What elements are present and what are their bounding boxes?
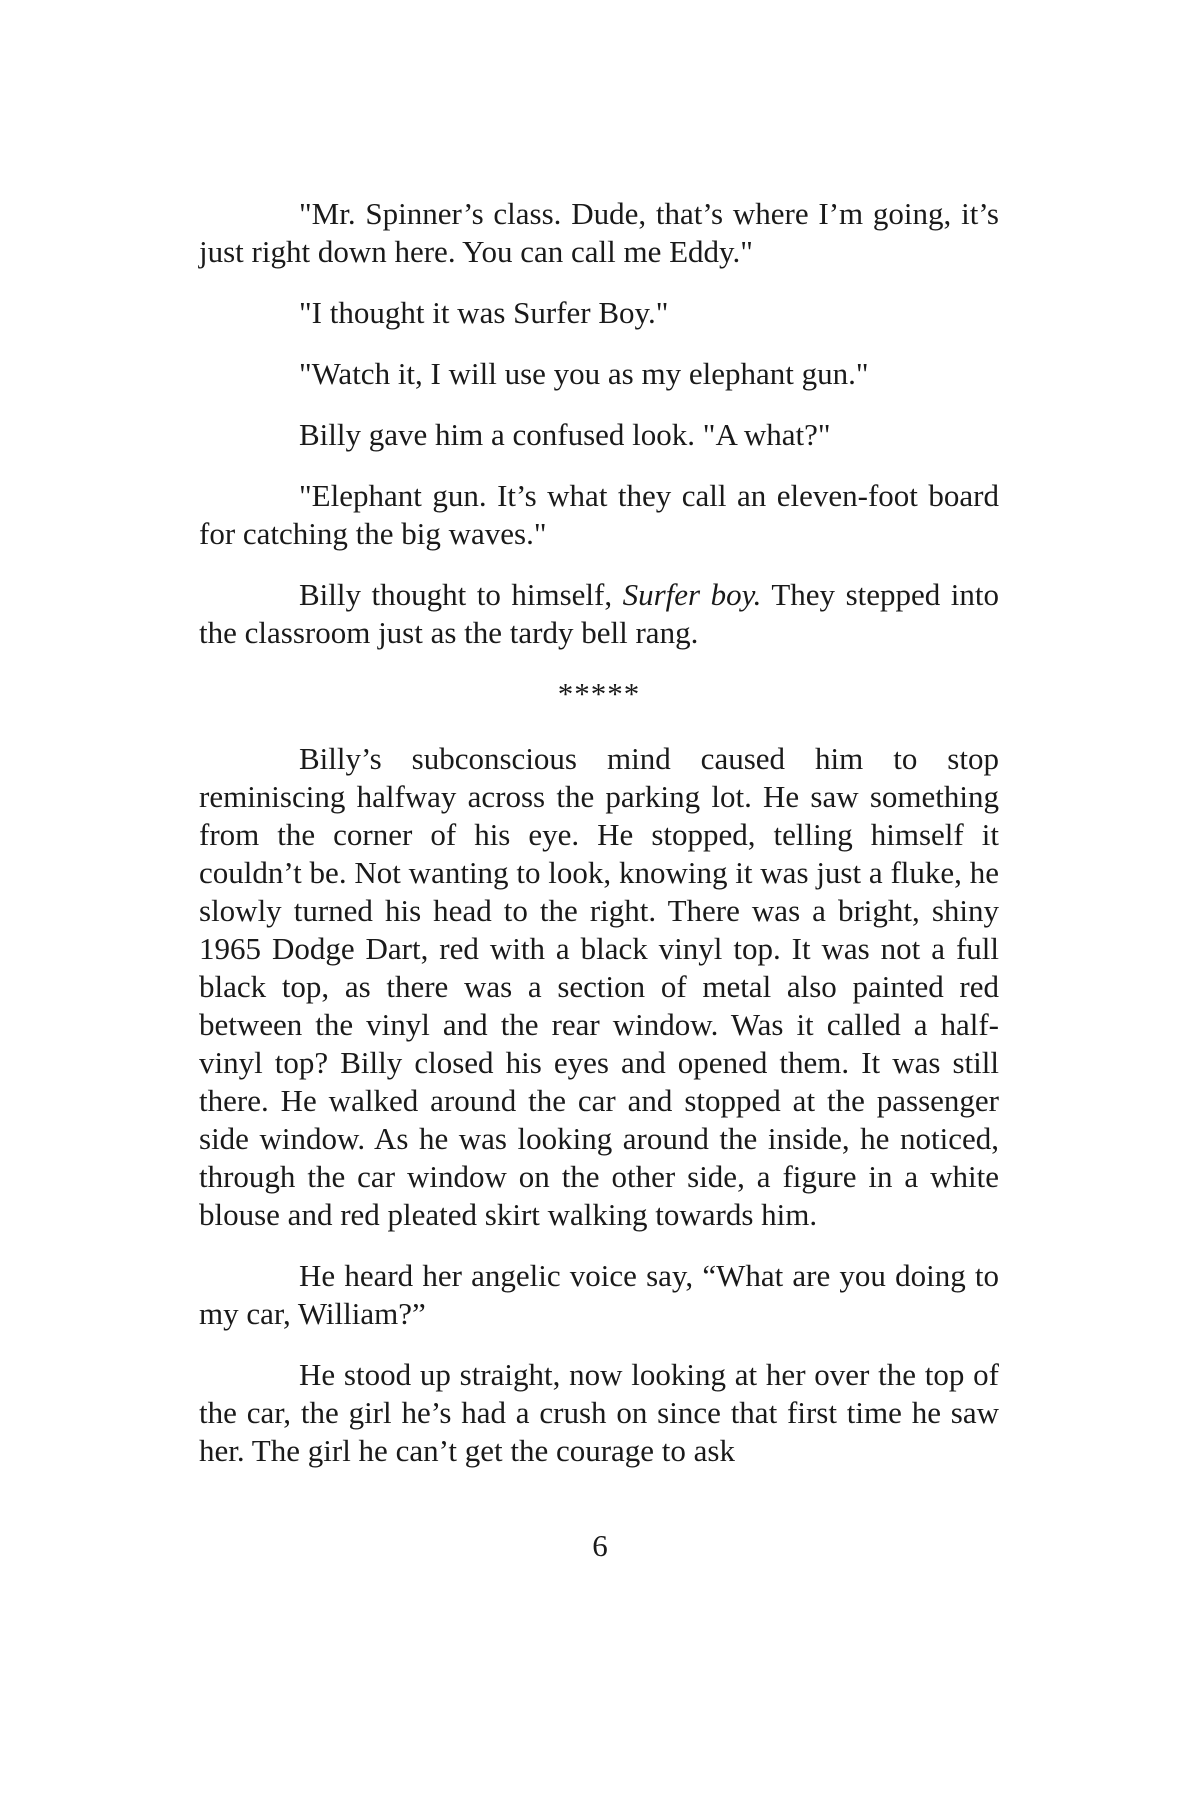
paragraph: Billy’s subconscious mind caused him to stop reminiscing halfway across the parking lot. He saw something from the corner of his eye. He stopped, telling himself it couldn’t be. Not wanting to look, knowing it was just a fluke, he slowly turned his head to the right. There was a bright, shiny 1965 Dodge Dart, red with a black vinyl top. It was not a full black top, as there was a section of metal also painted red between the vinyl and the rear window. Was it called a half-vinyl top? Billy closed his eyes and opened them. It was still there. He walked around the car and stopped at the passenger side window. As he was looking around the inside, he noticed, through the car window on the other side, a figure in a white blouse and red pleated skirt walking towards him. <box>199 741 999 1232</box>
page-number: 6 <box>592 1528 608 1563</box>
paragraph: He stood up straight, now looking at her over the top of the car, the girl he’s had a crush on since that first time he saw her. The girl he can’t get the courage to ask <box>199 1357 999 1468</box>
italic-thought: Surfer boy. <box>622 577 762 612</box>
paragraph-text: Billy thought to himself, <box>299 577 623 612</box>
paragraph: Billy gave him a confused look. "A what?" <box>299 417 831 452</box>
paragraph: "Elephant gun. It’s what they call an eleven-foot board for catching the big waves." <box>199 478 999 551</box>
paragraph: "I thought it was Surfer Boy." <box>299 295 669 330</box>
paragraph: "Watch it, I will use you as my elephant gun." <box>299 356 869 391</box>
paragraph: He heard her angelic voice say, “What are you doing to my car, William?” <box>199 1258 999 1331</box>
paragraph: "Mr. Spinner’s class. Dude, that’s where I’m going, it’s just right down here. You can call me Eddy." <box>199 196 999 269</box>
paragraph-text: They stepped into the classroom just as the tardy bell rang. <box>199 577 999 650</box>
scene-break: ***** <box>557 676 641 711</box>
book-page <box>199 195 999 1493</box>
paragraph <box>199 576 999 652</box>
